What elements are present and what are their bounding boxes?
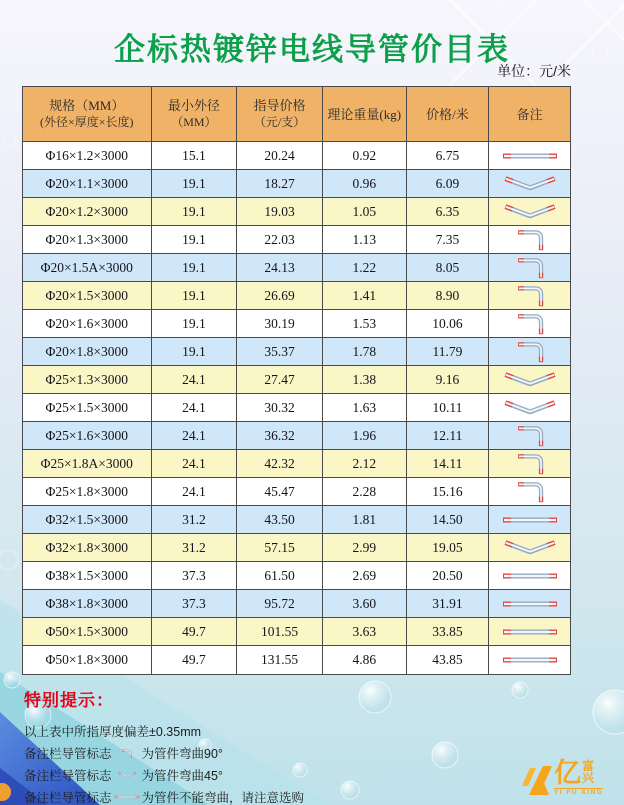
- straight-pipe-icon: [501, 655, 559, 665]
- remark-cell: [489, 506, 570, 533]
- bend-45-pipe-icon: [502, 372, 558, 388]
- weight-cell: 3.60: [323, 590, 407, 617]
- price-per-meter-cell: 8.05: [407, 254, 490, 281]
- weight-cell: 1.05: [323, 198, 407, 225]
- table-row: [23, 282, 570, 310]
- bend-90-pipe-icon: [513, 451, 547, 477]
- remark-cell: [489, 338, 570, 365]
- price-per-meter-cell: 20.50: [407, 562, 490, 589]
- weight-cell: 3.63: [323, 618, 407, 645]
- guide-price-cell: 45.47: [237, 478, 323, 505]
- guide-price-cell: 30.19: [237, 310, 323, 337]
- price-table: [22, 86, 571, 675]
- spec-cell: Φ38×1.8×3000: [23, 590, 152, 617]
- header-spec: 规格（MM） (外径×厚度×长度): [23, 87, 152, 141]
- legend-prefix: 备注栏导管标志: [24, 791, 112, 805]
- min-od-cell: 24.1: [152, 394, 238, 421]
- spec-cell: Φ50×1.5×3000: [23, 618, 152, 645]
- guide-price-cell: 18.27: [237, 170, 323, 197]
- table-row: [23, 534, 570, 562]
- min-od-cell: 19.1: [152, 226, 238, 253]
- min-od-cell: 31.2: [152, 534, 238, 561]
- table-row: [23, 618, 570, 646]
- spec-cell: Φ20×1.2×3000: [23, 198, 152, 225]
- bend-90-pipe-icon: [513, 311, 547, 337]
- bend-45-pipe-icon: [502, 400, 558, 416]
- min-od-cell: 37.3: [152, 562, 238, 589]
- price-per-meter-cell: 15.16: [407, 478, 490, 505]
- weight-cell: 1.81: [323, 506, 407, 533]
- price-per-meter-cell: 6.75: [407, 142, 490, 169]
- min-od-cell: 19.1: [152, 254, 238, 281]
- weight-cell: 2.99: [323, 534, 407, 561]
- guide-price-cell: 26.69: [237, 282, 323, 309]
- min-od-cell: 24.1: [152, 366, 238, 393]
- bend-90-pipe-icon: [513, 255, 547, 281]
- min-od-cell: 19.1: [152, 338, 238, 365]
- table-row: [23, 338, 570, 366]
- remark-cell: [489, 478, 570, 505]
- logo-en-caption: YI FU XING: [554, 789, 604, 796]
- guide-price-cell: 30.32: [237, 394, 323, 421]
- spec-cell: Φ20×1.5×3000: [23, 282, 152, 309]
- legend-line: [24, 764, 304, 786]
- weight-cell: 1.63: [323, 394, 407, 421]
- bend-90-pipe-icon: [513, 227, 547, 253]
- guide-price-cell: 95.72: [237, 590, 323, 617]
- min-od-cell: 24.1: [152, 478, 238, 505]
- spec-cell: Φ25×1.6×3000: [23, 422, 152, 449]
- table-row: [23, 562, 570, 590]
- weight-cell: 1.38: [323, 366, 407, 393]
- weight-cell: 1.96: [323, 422, 407, 449]
- legend-prefix: 备注栏导管标志: [24, 747, 112, 761]
- legend-suffix: 为管件不能弯曲，请注意选购: [141, 791, 305, 805]
- legend-icon-slot: [112, 747, 142, 760]
- min-od-cell: 24.1: [152, 422, 238, 449]
- weight-cell: 4.86: [323, 646, 407, 674]
- remark-cell: [489, 142, 570, 169]
- weight-cell: 2.12: [323, 450, 407, 477]
- spec-cell: Φ20×1.8×3000: [23, 338, 152, 365]
- table-body: [23, 142, 570, 674]
- weight-cell: 2.28: [323, 478, 407, 505]
- remark-cell: [489, 226, 570, 253]
- spec-cell: Φ50×1.8×3000: [23, 646, 152, 674]
- spec-cell: Φ16×1.2×3000: [23, 142, 152, 169]
- remark-cell: [489, 310, 570, 337]
- min-od-cell: 19.1: [152, 310, 238, 337]
- table-row: [23, 394, 570, 422]
- price-per-meter-cell: 10.11: [407, 394, 490, 421]
- price-per-meter-cell: 33.85: [407, 618, 490, 645]
- bend-45-pipe-icon: [502, 204, 558, 220]
- weight-cell: 1.13: [323, 226, 407, 253]
- table-row: [23, 646, 570, 674]
- straight-pipe-icon: [501, 599, 559, 609]
- table-row: [23, 506, 570, 534]
- special-notes: [24, 686, 304, 805]
- weight-cell: 2.69: [323, 562, 407, 589]
- weight-cell: 1.22: [323, 254, 407, 281]
- table-row: [23, 142, 570, 170]
- remark-cell: [489, 450, 570, 477]
- weight-cell: 1.53: [323, 310, 407, 337]
- table-row: [23, 198, 570, 226]
- spec-cell: Φ25×1.5×3000: [23, 394, 152, 421]
- bend-45-pipe-icon: [502, 176, 558, 192]
- price-per-meter-cell: 9.16: [407, 366, 490, 393]
- legend-line: [24, 786, 304, 805]
- logo-cn-big: 亿: [554, 758, 581, 788]
- min-od-cell: 19.1: [152, 170, 238, 197]
- guide-price-cell: 131.55: [237, 646, 323, 674]
- spec-cell: Φ20×1.6×3000: [23, 310, 152, 337]
- tolerance-note: 以上表中所指厚度偏差±0.35mm: [24, 725, 202, 739]
- guide-price-cell: 43.50: [237, 506, 323, 533]
- brand-logo: [522, 758, 603, 796]
- remark-cell: [489, 254, 570, 281]
- logo-mark-icon: [522, 758, 552, 796]
- spec-cell: Φ38×1.5×3000: [23, 562, 152, 589]
- min-od-cell: 49.7: [152, 618, 238, 645]
- table-row: [23, 170, 570, 198]
- bend-45-pipe-icon: [117, 771, 137, 779]
- table-row: [23, 366, 570, 394]
- price-per-meter-cell: 11.79: [407, 338, 490, 365]
- min-od-cell: 24.1: [152, 450, 238, 477]
- remark-cell: [489, 422, 570, 449]
- price-per-meter-cell: 19.05: [407, 534, 490, 561]
- price-per-meter-cell: 12.11: [407, 422, 490, 449]
- price-per-meter-cell: 31.91: [407, 590, 490, 617]
- bend-90-pipe-icon: [513, 423, 547, 449]
- logo-text: [554, 760, 603, 796]
- table-row: [23, 254, 570, 282]
- price-per-meter-cell: 7.35: [407, 226, 490, 253]
- logo-cn-stack-top: 富: [582, 759, 595, 773]
- legend-prefix: 备注栏导管标志: [24, 769, 112, 783]
- bend-45-pipe-icon: [502, 540, 558, 556]
- legend-line: [24, 742, 304, 764]
- header-price-per-meter: 价格/米: [407, 87, 490, 141]
- page-title: 企标热镀锌电线导管价目表: [114, 32, 510, 67]
- guide-price-cell: 36.32: [237, 422, 323, 449]
- guide-price-cell: 42.32: [237, 450, 323, 477]
- legend-suffix: 为管件弯曲45°: [141, 769, 223, 783]
- table-row: [23, 450, 570, 478]
- remark-cell: [489, 366, 570, 393]
- legend-list: [24, 742, 304, 805]
- guide-price-cell: 19.03: [237, 198, 323, 225]
- bend-90-pipe-icon: [513, 339, 547, 365]
- weight-cell: 0.92: [323, 142, 407, 169]
- straight-pipe-icon: [501, 627, 559, 637]
- guide-price-cell: 35.37: [237, 338, 323, 365]
- straight-pipe-icon: [501, 151, 559, 161]
- spec-cell: Φ32×1.8×3000: [23, 534, 152, 561]
- unit-label: 单位：元/米: [497, 63, 571, 79]
- min-od-cell: 15.1: [152, 142, 238, 169]
- price-per-meter-cell: 6.35: [407, 198, 490, 225]
- guide-price-cell: 101.55: [237, 618, 323, 645]
- straight-pipe-icon: [501, 515, 559, 525]
- price-per-meter-cell: 43.85: [407, 646, 490, 674]
- spec-cell: Φ25×1.3×3000: [23, 366, 152, 393]
- spec-cell: Φ32×1.5×3000: [23, 506, 152, 533]
- price-per-meter-cell: 8.90: [407, 282, 490, 309]
- remark-cell: [489, 590, 570, 617]
- remark-cell: [489, 646, 570, 674]
- spec-cell: Φ25×1.8×3000: [23, 478, 152, 505]
- min-od-cell: 19.1: [152, 198, 238, 225]
- bend-90-pipe-icon: [513, 283, 547, 309]
- min-od-cell: 49.7: [152, 646, 238, 674]
- remark-cell: [489, 170, 570, 197]
- bend-90-pipe-icon: [120, 747, 133, 760]
- straight-pipe-icon: [114, 794, 140, 800]
- spec-cell: Φ20×1.5A×3000: [23, 254, 152, 281]
- header-min-od: 最小外径 （MM）: [152, 87, 238, 141]
- price-per-meter-cell: 10.06: [407, 310, 490, 337]
- special-notes-title: 特别提示：: [24, 691, 114, 710]
- min-od-cell: 31.2: [152, 506, 238, 533]
- bend-90-pipe-icon: [513, 479, 547, 505]
- straight-pipe-icon: [501, 571, 559, 581]
- weight-cell: 0.96: [323, 170, 407, 197]
- header-guide-price: 指导价格 （元/支）: [237, 87, 323, 141]
- guide-price-cell: 57.15: [237, 534, 323, 561]
- remark-cell: [489, 198, 570, 225]
- legend-icon-slot: [112, 794, 142, 800]
- table-row: [23, 310, 570, 338]
- min-od-cell: 37.3: [152, 590, 238, 617]
- min-od-cell: 19.1: [152, 282, 238, 309]
- guide-price-cell: 24.13: [237, 254, 323, 281]
- table-header-row: [23, 87, 570, 142]
- table-row: [23, 478, 570, 506]
- spec-cell: Φ20×1.3×3000: [23, 226, 152, 253]
- guide-price-cell: 20.24: [237, 142, 323, 169]
- guide-price-cell: 61.50: [237, 562, 323, 589]
- guide-price-cell: 22.03: [237, 226, 323, 253]
- remark-cell: [489, 562, 570, 589]
- price-per-meter-cell: 14.11: [407, 450, 490, 477]
- spec-cell: Φ25×1.8A×3000: [23, 450, 152, 477]
- weight-cell: 1.41: [323, 282, 407, 309]
- price-per-meter-cell: 6.09: [407, 170, 490, 197]
- price-per-meter-cell: 14.50: [407, 506, 490, 533]
- table-row: [23, 590, 570, 618]
- remark-cell: [489, 282, 570, 309]
- header-remark: 备注: [516, 106, 543, 122]
- logo-cn-stack-bottom: 兴: [582, 771, 595, 785]
- legend-icon-slot: [112, 771, 142, 779]
- table-row: [23, 422, 570, 450]
- remark-cell: [489, 534, 570, 561]
- spec-cell: Φ20×1.1×3000: [23, 170, 152, 197]
- weight-cell: 1.78: [323, 338, 407, 365]
- header-weight: 理论重量(kg): [323, 87, 407, 141]
- remark-cell: [489, 394, 570, 421]
- remark-cell: [489, 618, 570, 645]
- guide-price-cell: 27.47: [237, 366, 323, 393]
- table-row: [23, 226, 570, 254]
- legend-suffix: 为管件弯曲90°: [141, 747, 223, 761]
